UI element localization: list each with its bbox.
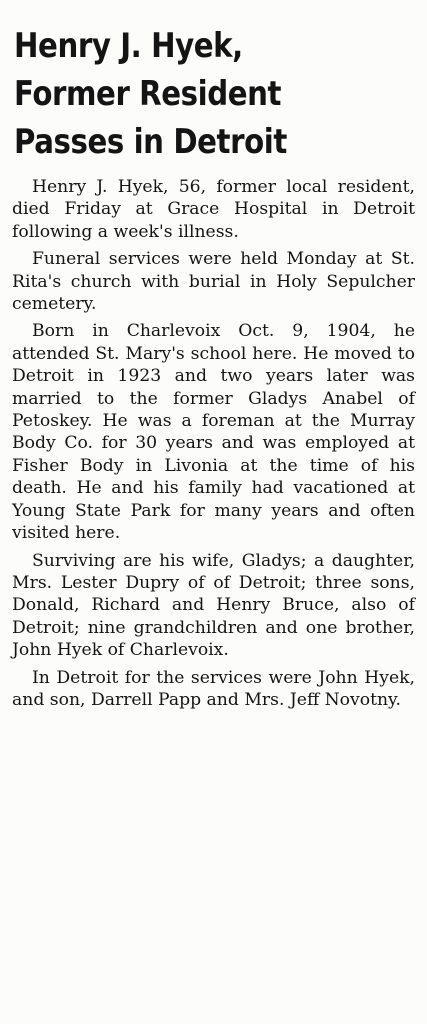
- article-body: [12, 176, 415, 711]
- headline-line: Henry J. Hyek,: [14, 26, 243, 66]
- headline-line: Passes in Detroit: [14, 122, 287, 162]
- headline: [14, 22, 359, 166]
- article-paragraph: Henry J. Hyek, 56, former local resident, died Friday at Grace Hospital in Detroit following a week's illness.: [12, 177, 415, 242]
- article-paragraph: Funeral services were held Monday at St. Rita's church with burial in Holy Sepulcher cemetery.: [12, 249, 415, 315]
- article-paragraph: In Detroit for the services were John Hyek, and son, Darrell Papp and Mrs. Jeff Novotny.: [12, 667, 415, 710]
- article-paragraph: Surviving are his wife, Gladys; a daughter, Mrs. Lester Dupry of of Detroit; three sons, Donald, Richard and Henry Bruce, also of Detroit; nine grandchildren and one brother, John Hyek of Charlevoix.: [12, 550, 415, 661]
- article-paragraph: Born in Charlevoix Oct. 9, 1904, he attended St. Mary's school here. He moved to Detroit in 1923 and two years later was married to the former Gladys Anabel of Petoskey. He was a foreman at the Murray Body Co. for 30 years and was employed at Fisher Body in Livonia at the time of his death. He and his family had vacationed at Young State Park for many years and often visited here.: [12, 321, 415, 544]
- headline-line: Former Resident: [14, 74, 282, 114]
